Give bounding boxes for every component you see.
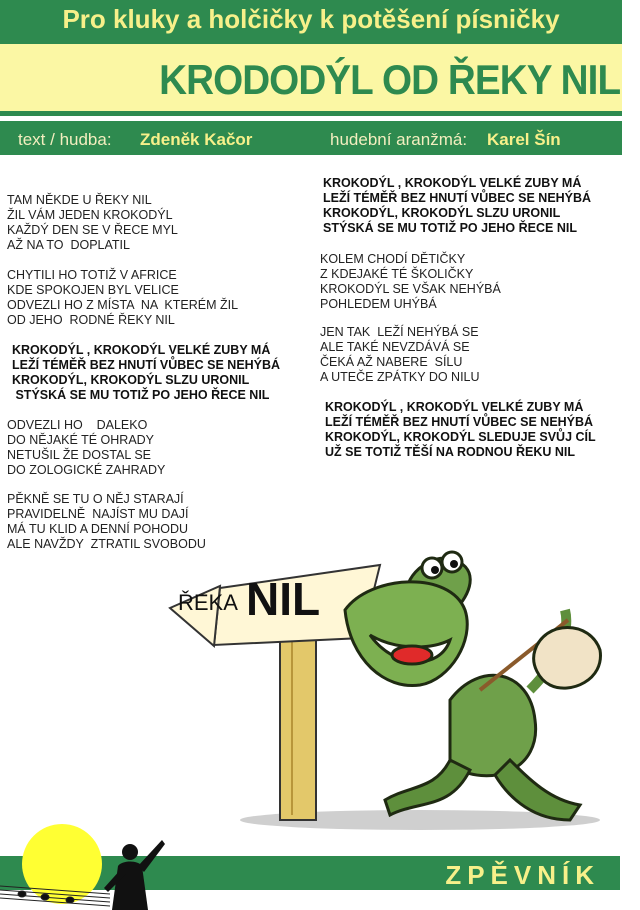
- verse-5: KOLEM CHODÍ DĚTIČKY Z KDEJAKÉ TÉ ŠKOLIČKY KROKODÝL SE VŠAK NEHÝBÁ POHLEDEM UHÝBÁ: [320, 252, 501, 311]
- verse-6: JEN TAK LEŽÍ NEHÝBÁ SE ALE TAKÉ NEVZDÁVÁ SE ČEKÁ AŽ NABERE SÍLU A UTEČE ZPÁTKY DO NILU: [320, 325, 480, 384]
- verse-2: CHYTILI HO TOTIŽ V AFRICE KDE SPOKOJEN BYL VELICE ODVEZLI HO Z MÍSTA NA KTERÉM ŽIL OD JEHO RODNÉ ŘEKY NIL: [7, 268, 239, 327]
- conductor-logo: [0, 818, 190, 910]
- refrain-1: KROKODÝL , KROKODÝL VELKÉ ZUBY MÁ LEŽÍ TÉMĚŘ BEZ HNUTÍ VŮBEC SE NEHÝBÁ KROKODÝL, KROKODÝL SLZU URONIL STÝSKÁ SE MU TOTIŽ PO JEHO ŘECE NIL: [12, 343, 281, 402]
- verse-1: TAM NĚKDE U ŘEKY NIL ŽIL VÁM JEDEN KROKODÝL KAŽDÝ DEN SE V ŘECE MYL AŽ NA TO DOPLATIL: [7, 193, 178, 252]
- signpost: [170, 565, 380, 820]
- refrain-2: KROKODÝL , KROKODÝL VELKÉ ZUBY MÁ LEŽÍ TÉMĚŘ BEZ HNUTÍ VŮBEC SE NEHÝBÁ KROKODÝL, KROKODÝL SLZU URONIL STÝSKÁ SE MU TOTIŽ PO JEHO ŘECE NIL: [323, 176, 592, 235]
- verse-4: PĚKNĚ SE TU O NĚJ STARAJÍ PRAVIDELNĚ NAJÍST MU DAJÍ MÁ TU KLID A DENNÍ POHODU ALE NAVŽDY ZTRATIL SVOBODU: [7, 492, 206, 551]
- text-music-label: text / hudba:: [18, 130, 112, 149]
- sign-small-text: ŘEKA: [178, 590, 238, 615]
- song-title: KRODODÝL OD ŘEKY NIL: [158, 56, 620, 103]
- series-title: Pro kluky a holčičky k potěšení písničky: [62, 4, 560, 34]
- arrangement-label: hudební aranžmá:: [330, 130, 468, 149]
- conductor-icon: [104, 840, 165, 910]
- sign-big-text: NIL: [246, 573, 321, 625]
- arrangement-author: Karel Šín: [487, 130, 561, 149]
- crocodile: [345, 552, 600, 820]
- footer-label: ZPĚVNÍK: [445, 860, 600, 890]
- crocodile-illustration: [150, 520, 620, 840]
- verse-3: ODVEZLI HO DALEKO DO NĚJAKÉ TÉ OHRADY NETUŠIL ŽE DOSTAL SE DO ZOLOGICKÉ ZAHRADY: [7, 418, 166, 477]
- text-music-author: Zdeněk Kačor: [140, 130, 253, 149]
- bindle-sack: [534, 628, 601, 689]
- refrain-3: KROKODÝL , KROKODÝL VELKÉ ZUBY MÁ LEŽÍ TÉMĚŘ BEZ HNUTÍ VŮBEC SE NEHÝBÁ KROKODÝL, KROKODÝL SLEDUJE SVŮJ CÍL UŽ SE TOTIŽ TĚŠÍ NA RODNOU ŘEKU NIL: [325, 400, 596, 459]
